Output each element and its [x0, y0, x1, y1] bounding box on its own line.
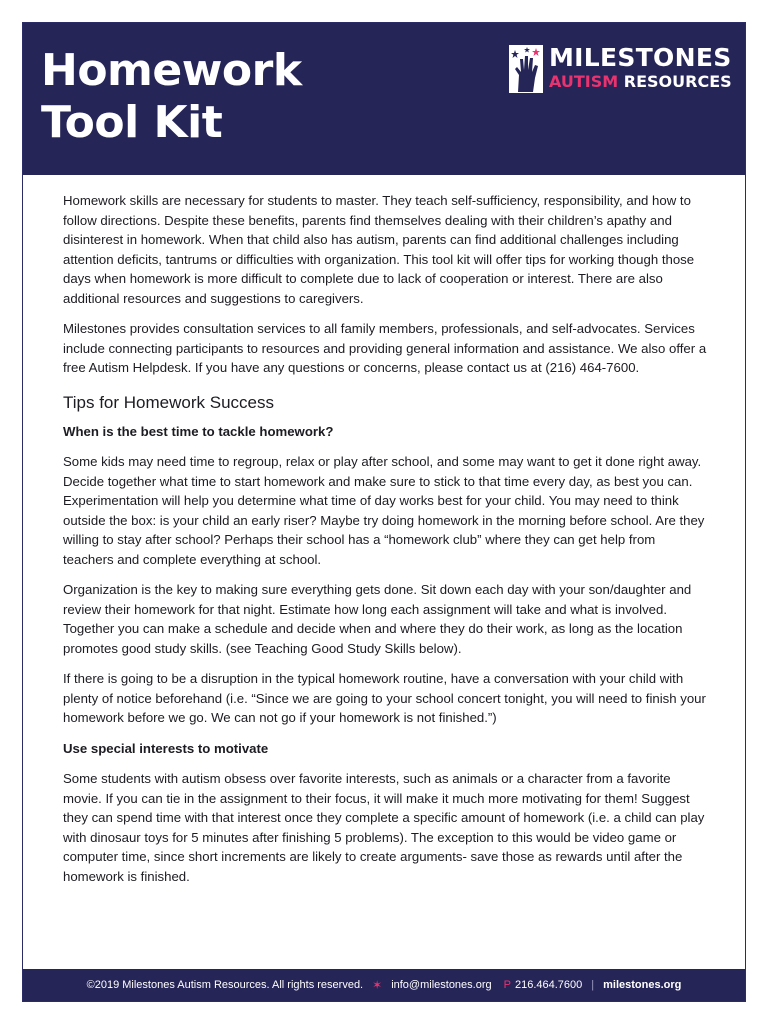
body-paragraph: Some students with autism obsess over favorite interests, such as animals or a character from a favorite movie. If you can tie in the assignment to their focus, it will make it much more motivating for them! Suggest they can spend time with that interest once they complete a specific amount of homework (i.e. a child can play with dinosaur toys for 5 minutes after finishing 5 problems). The exception to this would be video game or computer time, since short increments are likely to create arguments- save those as rewards until after the homework is finished. — [63, 771, 705, 884]
body-paragraph: If there is going to be a disruption in the typical homework routine, have a conversation with your child with plenty of notice beforehand (i.e. “Since we are going to your school concert tonight, you will need to finish your homework before we go. We can not go if your homework is not finished.”) — [63, 671, 706, 725]
body-paragraph: Some kids may need time to regroup, relax or play after school, and some may want to get it done right away. Decide together what time to start homework and make sure to stick to that time every day, as best you can. Experimentation will help you determine what time of day works best for your child. You may need to think outside the box: is your child an early riser? Maybe try doing homework in the morning before school. Are they willing to stay after school? Perhaps their school has a “homework club” where they can get help from teachers and complete everything at school. — [63, 454, 705, 567]
footer-divider: | — [591, 979, 595, 991]
copyright-text: ©2019 Milestones Autism Resources. All rights reserved. — [86, 979, 364, 991]
footer-website-link[interactable]: milestones.org — [603, 979, 682, 991]
body-paragraph: Organization is the key to making sure everything gets done. Sit down each day with your son/daughter and review their homework for that night. Estimate how long each assignment will take and what is involved. Together you can make a schedule and decide when and where they do their work, as long as the location promotes good study skills. (see Teaching Good Study Skills below). — [63, 582, 692, 656]
main-content — [63, 191, 708, 897]
document-title — [41, 45, 302, 149]
logo-word-autism: AUTISM — [549, 72, 619, 91]
title-line-2: Tool Kit — [41, 97, 223, 148]
logo-wordmark: MILESTONES — [549, 43, 732, 72]
special-interests-section — [63, 739, 708, 887]
logo-subline — [549, 72, 732, 92]
logo-word-resources: RESOURCES — [623, 72, 732, 91]
title-line-1: Homework — [41, 45, 302, 96]
header-band — [23, 23, 745, 175]
milestones-logo — [509, 43, 732, 95]
footer-phone: 216.464.7600 — [514, 979, 583, 991]
intro-paragraph: Homework skills are necessary for students to master. They teach self-sufficiency, responsibility, and how to follow directions. Despite these benefits, parents find themselves dealing with their children’s apathy and disinterest in homework. When that child also has autism, parents can find additional challenges including attention deficits, tantrums or difficulties with organization. This tool kit will offer tips for working though those days when homework is more difficult to complete due to lack of cooperation or interest. There are also additional resources and suggestions to caregivers. — [63, 193, 695, 306]
intro-paragraph: Milestones provides consultation services to all family members, professionals, and self-advocates. Services include connecting participants to resources and providing general information and assistance. We also offer a free Autism Helpdesk. If you have any questions or concerns, please contact us at (216) 464-7600. — [63, 321, 707, 375]
subheading: When is the best time to tackle homework? — [63, 423, 334, 439]
star-icon: ✶ — [372, 978, 383, 992]
hand-with-stars-icon — [509, 45, 543, 93]
footer-email-link[interactable]: info@milestones.org — [391, 979, 492, 991]
best-time-section — [63, 422, 708, 728]
section-heading: Tips for Homework Success — [63, 392, 274, 412]
footer-band — [23, 969, 745, 1001]
subheading: Use special interests to motivate — [63, 740, 269, 756]
page-frame — [22, 22, 746, 1002]
phone-prefix: P — [503, 979, 511, 991]
